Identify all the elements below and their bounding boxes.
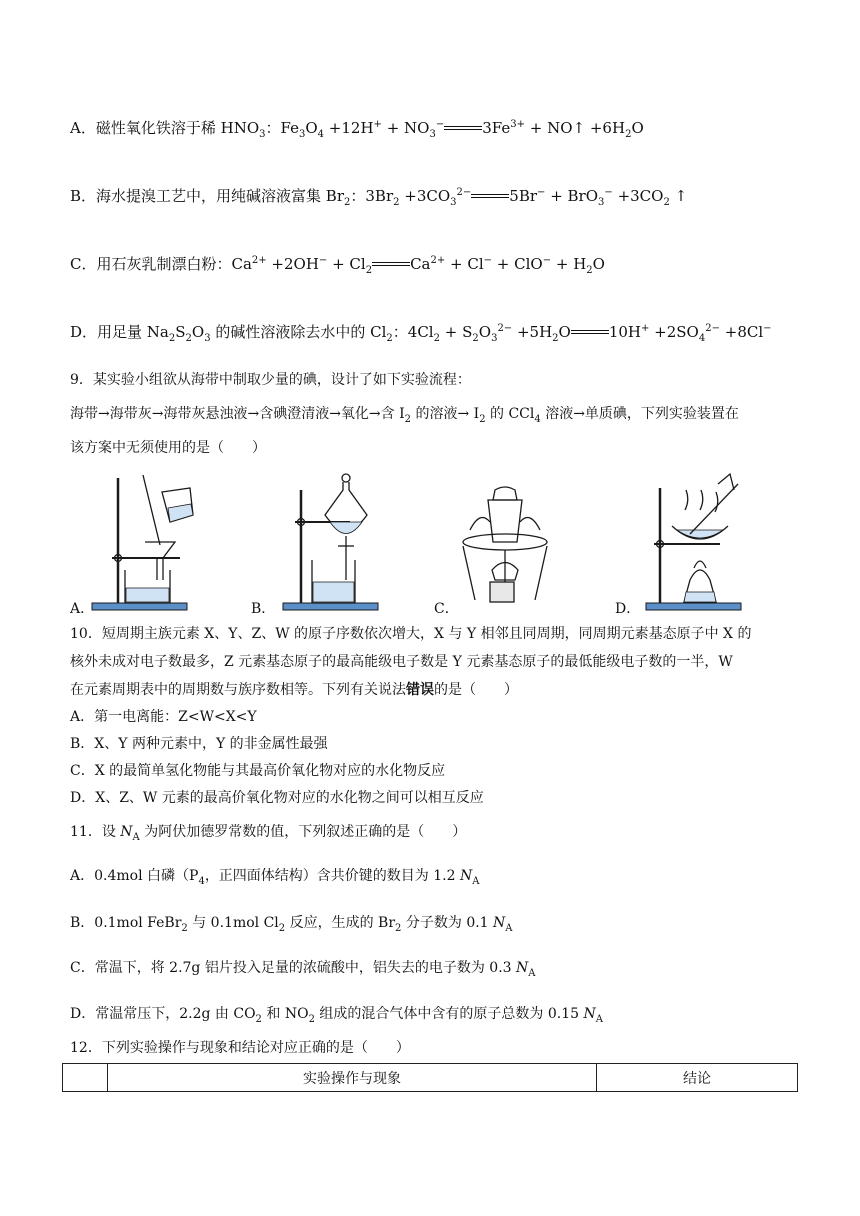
filtration-apparatus [92, 475, 193, 610]
figure-label-b: B． [251, 601, 276, 617]
q8-option-b: B．海水提溴工艺中，用纯碱溶液富集 $Br_2$：$3Br_2 +3CO_3^{2-}$ $5Br^- + BrO_3^- +3CO_2$ ↑ [70, 187, 688, 208]
figure-label-c: C． [434, 601, 459, 617]
q11-option-c: C．常温下，将 2.7g 铝片投入足量的浓硫酸中，铝失去的电子数为 0.3 $N_A$ [70, 960, 536, 979]
table-header-conclusion: 结论 [597, 1064, 798, 1092]
q11-option-a: A．0.4mol 白磷（$P_4$，正四面体结构）含共价键的数目为 1.2 $N_A$ [70, 868, 480, 887]
separatory-funnel-apparatus [283, 474, 378, 610]
evaporation-apparatus [646, 474, 741, 610]
q12-stem: 12．下列实验操作与现象和结论对应正确的是（ ） [70, 1040, 410, 1056]
q9-stem: 9．某实验小组欲从海带中制取少量的碘，设计了如下实验流程： [70, 372, 471, 388]
figure-label-d: D． [615, 601, 641, 617]
q12-table [62, 1063, 798, 1092]
q10-line-2: 核外未成对电子数最多，Z 元素基态原子的最高能级电子数是 Y 元素基态原子的最低能级电子数的一半，W [70, 654, 733, 670]
q11-stem: 11．设 $N_A$ 为阿伏加德罗常数的值，下列叙述正确的是（ ） [70, 824, 467, 843]
apparatus-figures [0, 470, 860, 615]
q11-option-b: B．0.1mol FeBr$_2$ 与 0.1mol $Cl_2$ 反应，生成的 $Br_2$ 分子数为 0.1 $N_A$ [70, 915, 513, 934]
emphasis-wrong: 错误 [406, 682, 434, 698]
q9-flow: 海带→海带灰→海带灰悬浊液→含碘澄清液→氧化→含 $I_2$ 的溶液→ $I_2$ 的 CCl$_4$ 溶液→单质碘，下列实验装置在 [70, 406, 739, 425]
table-header-index [63, 1064, 108, 1092]
q9-flow-end: 该方案中无须使用的是（ ） [70, 440, 266, 456]
q8-option-c: C．用石灰乳制漂白粉：$Ca^{2+} +2OH^- + Cl_2$ $Ca^{2+} + Cl^- + ClO^- + H_2O$ [70, 255, 605, 276]
q10-option-d: D．X、Z、W 元素的最高价氧化物对应的水化物之间可以相互反应 [70, 790, 484, 806]
q8-option-a: A．磁性氧化铁溶于稀 $HNO_3$：$Fe_3O_4 +12H^+ + NO_3^-$ $3Fe^{3+}$ + NO↑ $+6H_2O$ [70, 119, 644, 140]
q8-option-d: D．用足量 $Na_2S_2O_3$ 的碱性溶液除去水中的 $Cl_2$：$4Cl_2 + S_2O_3^{2-} +5H_2O$ $10H^+ +2SO_4^{2-} +8Cl^-$ [70, 323, 772, 344]
crucible-heating-apparatus [463, 487, 547, 602]
figure-label-a: A． [70, 601, 95, 617]
q10-option-a: A．第一电离能：Z<W<X<Y [70, 709, 257, 725]
table-header-operation: 实验操作与现象 [108, 1064, 597, 1092]
q10-line-1: 10．短周期主族元素 X、Y、Z、W 的原子序数依次增大，X 与 Y 相邻且同周期，同周期元素基态原子中 X 的 [70, 626, 752, 642]
q10-option-b: B．X、Y 两种元素中，Y 的非金属性最强 [70, 736, 328, 752]
table-header-row [63, 1064, 798, 1092]
q10-line-3: 在元素周期表中的周期数与族序数相等。下列有关说法错误的是（ ） [70, 682, 518, 698]
q11-option-d: D．常温常压下，2.2g 由 $CO_2$ 和 $NO_2$ 组成的混合气体中含有的原子总数为 0.15 $N_A$ [70, 1006, 603, 1025]
q10-option-c: C．X 的最简单氢化物能与其最高价氧化物对应的水化物反应 [70, 763, 446, 779]
